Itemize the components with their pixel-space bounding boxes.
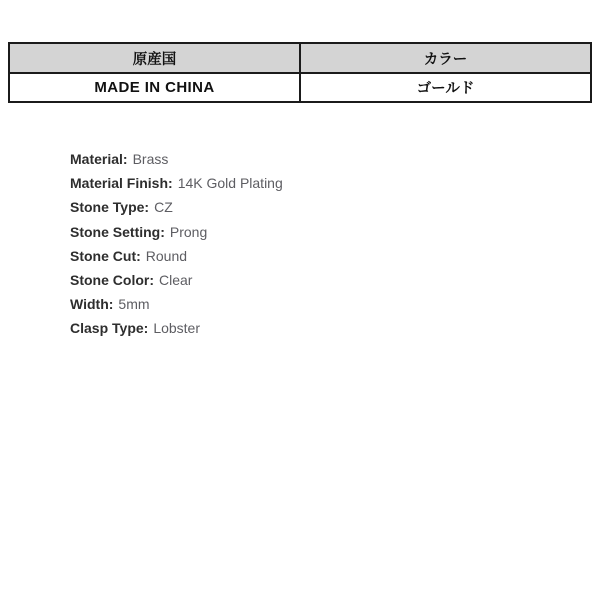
- spec-value: Clear: [159, 271, 193, 288]
- spec-label: Material Finish:: [70, 175, 173, 192]
- spec-row-material-finish: [70, 171, 283, 195]
- spec-value: Prong: [169, 223, 208, 240]
- spec-label: Width:: [70, 296, 114, 313]
- origin-header-cell: 原産国: [9, 43, 300, 73]
- spec-label: Stone Setting:: [70, 223, 165, 240]
- spec-row-clasp-type: [70, 316, 283, 340]
- spec-row-material: [70, 147, 283, 171]
- color-value-cell: ゴールド: [300, 73, 591, 102]
- spec-value: CZ: [154, 199, 173, 216]
- spec-label: Clasp Type:: [70, 320, 149, 337]
- spec-row-stone-setting: [70, 220, 283, 244]
- spec-label: Stone Type:: [70, 199, 150, 216]
- spec-row-stone-color: [70, 268, 283, 292]
- spec-value: Brass: [132, 151, 169, 167]
- spec-value: 14K Gold Plating: [177, 175, 283, 192]
- spec-row-stone-cut: [70, 244, 283, 268]
- spec-label: Stone Color:: [70, 271, 154, 288]
- spec-list: [70, 147, 283, 341]
- table-header-row: [9, 43, 591, 73]
- origin-color-table: [8, 42, 592, 103]
- color-header-cell: カラー: [300, 43, 591, 73]
- spec-label: Stone Cut:: [70, 247, 141, 264]
- spec-row-stone-type: [70, 195, 283, 219]
- spec-label: Material:: [70, 151, 128, 167]
- spec-value: 5mm: [118, 296, 150, 313]
- table-value-row: [9, 73, 591, 102]
- spec-value: Lobster: [153, 320, 201, 337]
- spec-value: Round: [145, 247, 188, 264]
- spec-row-width: [70, 292, 283, 316]
- origin-value-cell: MADE IN CHINA: [9, 73, 300, 102]
